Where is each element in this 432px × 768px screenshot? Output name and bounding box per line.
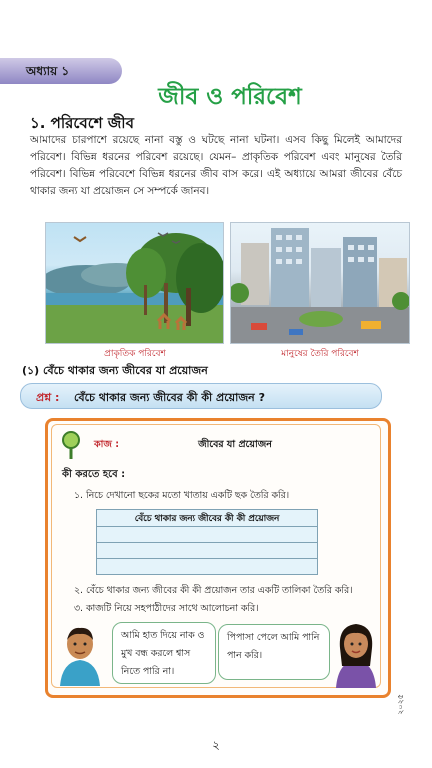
girl-speech-bubble: পিপাসা পেলে আমি পানি পান করি। [218, 624, 330, 680]
needs-table-row [97, 527, 318, 543]
nature-environment-image [45, 222, 224, 344]
question-label: প্রশ্ন : [36, 391, 60, 404]
girl-illustration [334, 618, 378, 688]
activity-step-1: ১. নিচে দেখানো ছকের মতো খাতায় একটি ছক তৈরি করি। [74, 490, 290, 501]
city-image-caption: মানুষের তৈরি পরিবেশ [281, 349, 359, 359]
magnifier-icon [60, 430, 82, 460]
question-text: বেঁচে থাকার জন্য জীবের কী কী প্রয়োজন ? [74, 391, 265, 404]
human-made-environment-image [230, 222, 410, 344]
activity-step-3: ৩. কাজটি নিয়ে সহপাঠীদের সাথে আলোচনা করি। [74, 603, 259, 614]
boy-speech-bubble: আমি হাত দিয়ে নাক ও মুখ বন্ধ করলে শ্বাস নিতে পারি না। [112, 622, 216, 684]
chapter-title: জীব ও পরিবেশ [158, 84, 302, 110]
section-heading: ১. পরিবেশে জীব [30, 114, 134, 132]
chapter-label: অধ্যায় ১ [26, 64, 70, 78]
page-number: ২ [212, 738, 220, 752]
boy-illustration [58, 622, 102, 686]
needs-table-row [97, 559, 318, 575]
needs-table-header: বেঁচে থাকার জন্য জীবের কী কী প্রয়োজন [97, 510, 318, 527]
activity-title: জীবের যা প্রয়োজন [198, 439, 272, 450]
subsection-heading: (১) বেঁচে থাকার জন্য জীবের যা প্রয়োজন [22, 364, 208, 377]
intro-paragraph: আমাদের চারপাশে রয়েছে নানা বস্তু ও ঘটছে নানা ঘটনা। এসব কিছু মিলেই আমাদের পরিবেশ। বিভিন্ন ধরনের পরিবেশ রয়েছে। যেমন– প্রাকৃতিক পরিবেশ এবং মানুষের তৈরি পরিবেশ। বিভিন্ন পরিবেশে বিভিন্ন ধরনের জীব বাস করে। এই অধ্যায়ে আমরা জীবের বেঁচে থাকার জন্য যা প্রয়োজন সে সম্পর্কে জানব। [30, 134, 402, 197]
needs-table-row [97, 543, 318, 559]
side-code: ২০২৫ [396, 694, 405, 715]
todo-heading: কী করতে হবে : [62, 469, 126, 480]
activity-label: কাজ : [94, 439, 120, 450]
needs-table [96, 509, 318, 575]
nature-image-caption: প্রাকৃতিক পরিবেশ [104, 349, 166, 359]
activity-step-2: ২. বেঁচে থাকার জন্য জীবের কী কী প্রয়োজন তার একটি তালিকা তৈরি করি। [74, 585, 353, 596]
